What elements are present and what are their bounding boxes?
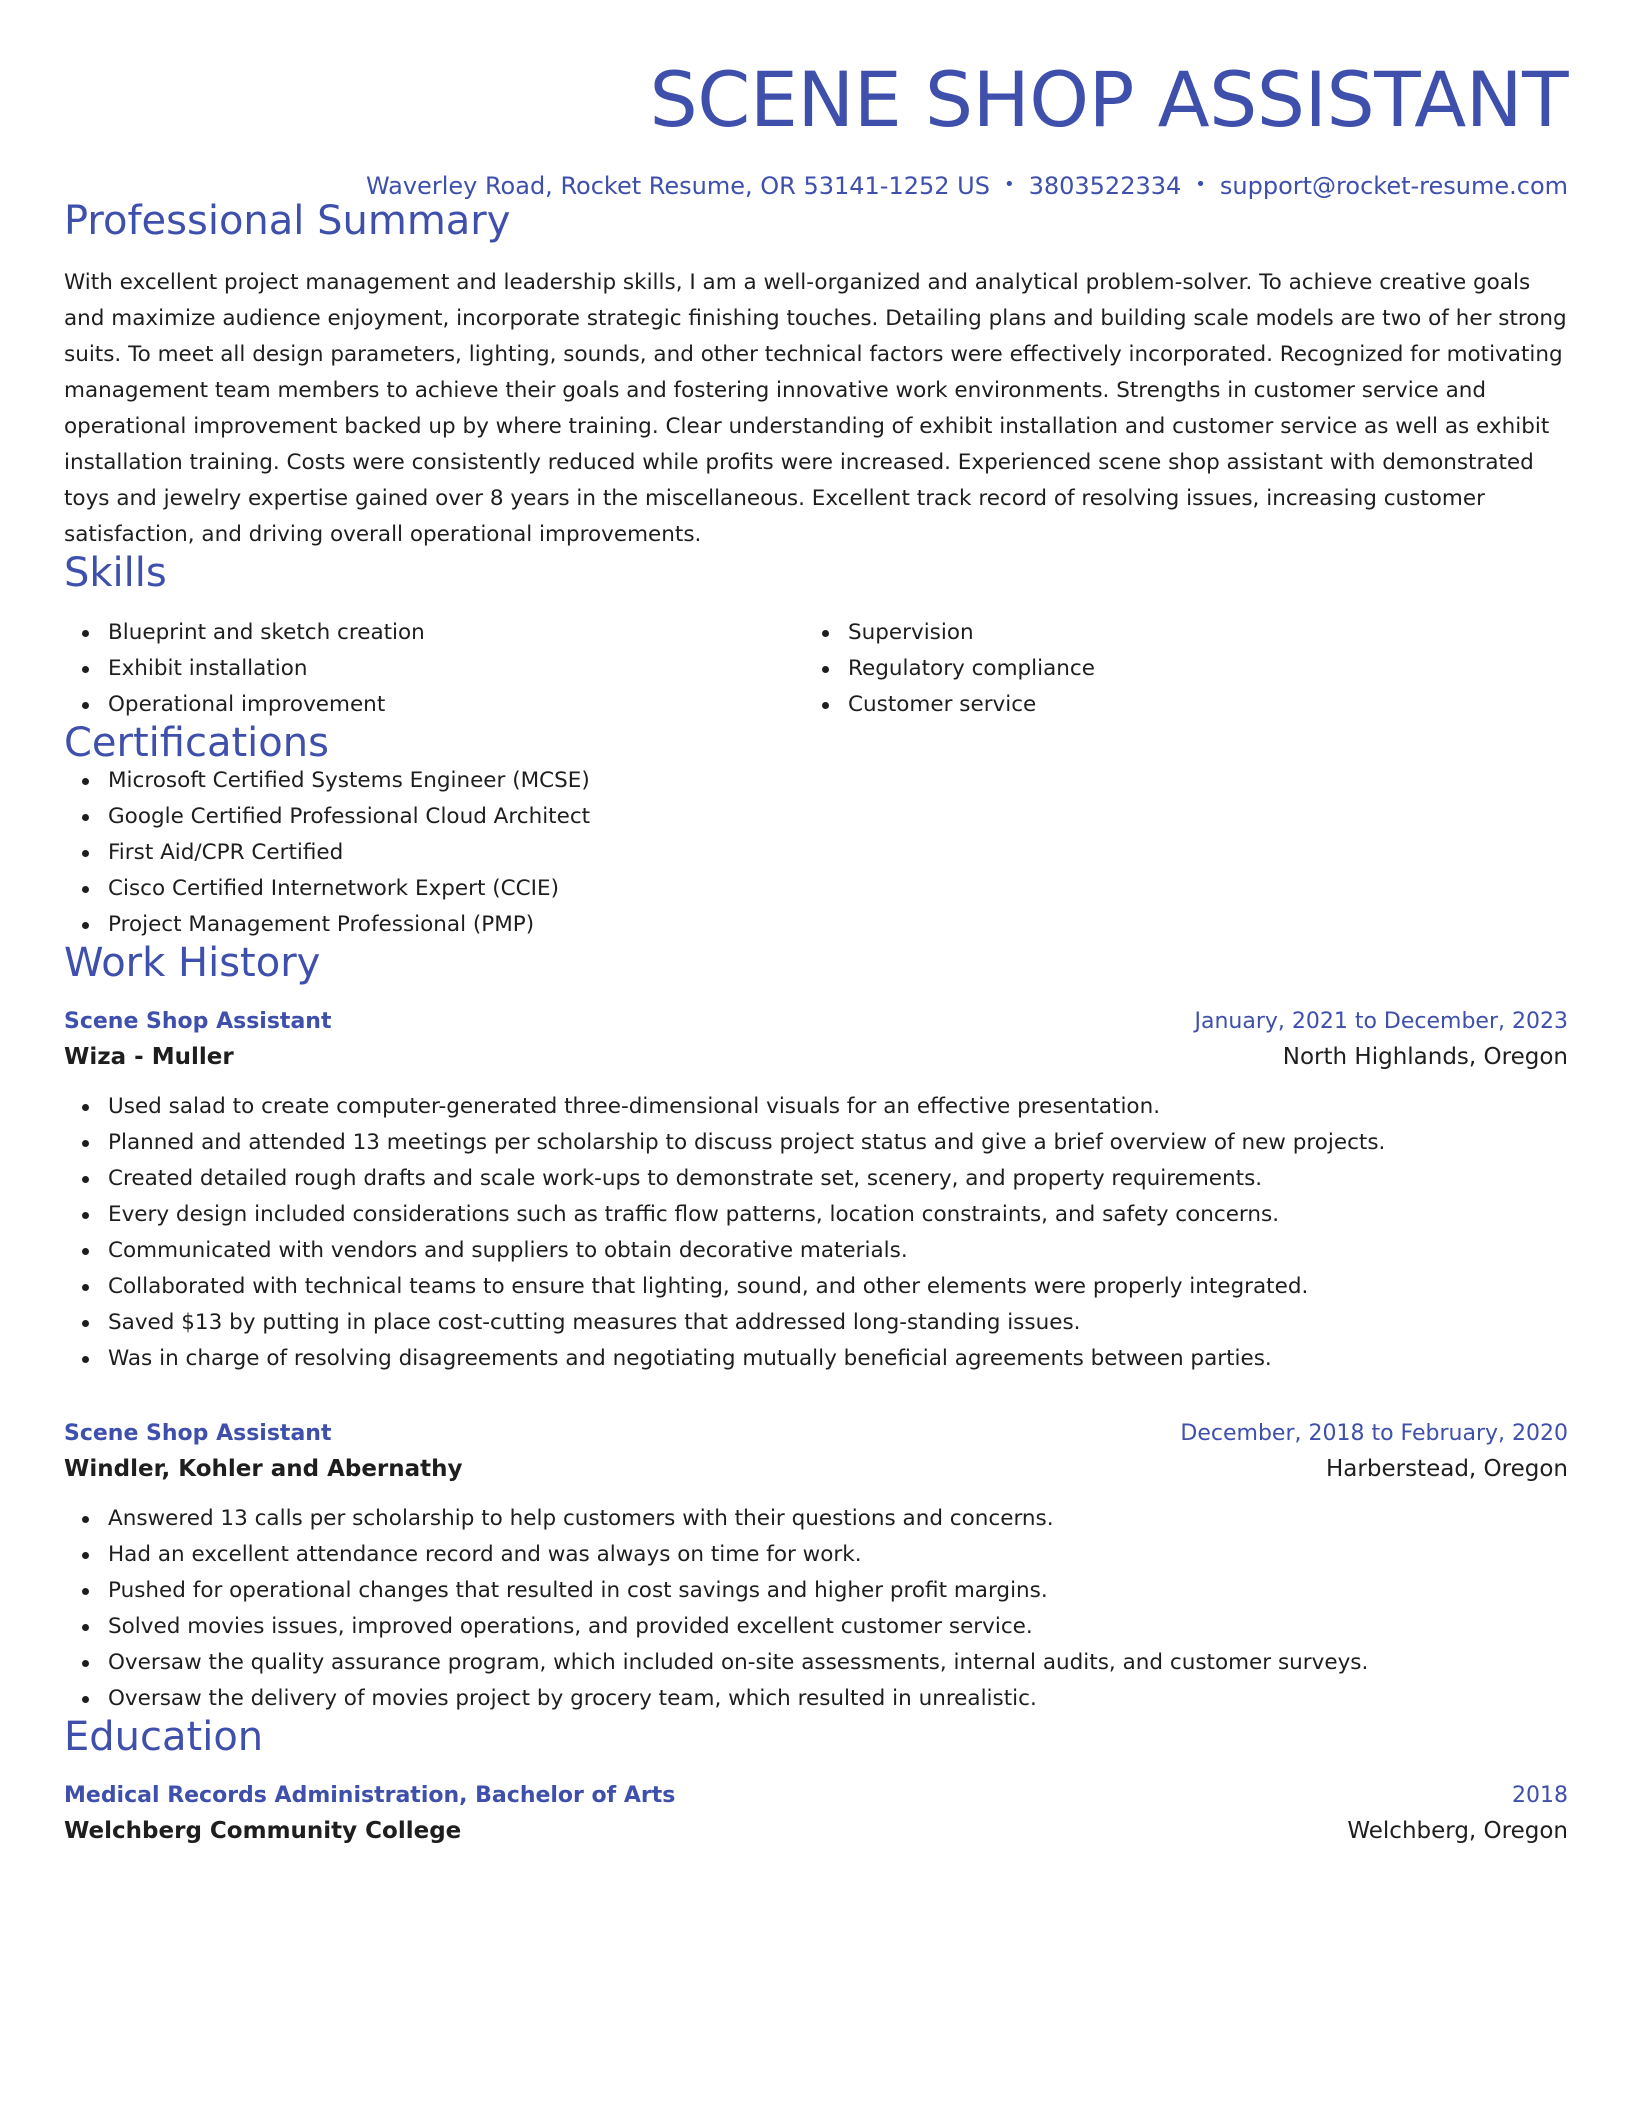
job-bullet: Oversaw the delivery of movies project by grocery team, which resulted in unrealistic.: [108, 1681, 1568, 1717]
job-company-row: [64, 1449, 1568, 1489]
resume-header: [64, 55, 1568, 201]
job-bullet: Was in charge of resolving disagreements and negotiating mutually beneficial agreements between parties.: [108, 1341, 1568, 1377]
job-bullet: Collaborated with technical teams to ensure that lighting, sound, and other elements were properly integrated.: [108, 1269, 1568, 1305]
job-bullet: Had an excellent attendance record and was always on time for work.: [108, 1537, 1568, 1573]
skill-item: Customer service: [848, 687, 1544, 723]
job-bullet: Pushed for operational changes that resulted in cost savings and higher profit margins.: [108, 1573, 1568, 1609]
job-dates: January, 2021 to December, 2023: [1194, 1008, 1568, 1034]
contact-separator: •: [1003, 174, 1015, 196]
section-title-skills: Skills: [64, 549, 167, 596]
job-location: Harberstead, Oregon: [1326, 1455, 1568, 1482]
contact-separator: •: [1195, 174, 1206, 196]
job-entry: [64, 1007, 1568, 1377]
skills-column-right: [804, 615, 1544, 723]
contact-line: [64, 172, 1568, 201]
job-header-row: [64, 1419, 1568, 1449]
job-bullet: Solved movies issues, improved operations, and provided excellent customer service.: [108, 1609, 1568, 1645]
job-bullet: Used salad to create computer-generated three-dimensional visuals for an effective presentation.: [108, 1089, 1568, 1125]
job-title: Scene Shop Assistant: [64, 1008, 332, 1034]
education-header-row: [64, 1781, 1568, 1811]
job-bullet: Oversaw the quality assurance program, which included on-site assessments, internal audits, and customer surveys.: [108, 1645, 1568, 1681]
section-title-summary: Professional Summary: [64, 197, 511, 244]
skill-item: Supervision: [848, 615, 1544, 651]
job-title: Scene Shop Assistant: [64, 1420, 332, 1446]
job-company: Wiza - Muller: [64, 1043, 234, 1070]
contact-address: Waverley Road, Rocket Resume, OR 53141-1252 US: [365, 172, 990, 200]
certification-item: Microsoft Certified Systems Engineer (MCSE): [108, 763, 1568, 799]
education-school: Welchberg Community College: [64, 1817, 462, 1844]
skills-list: [64, 615, 1568, 723]
job-bullets: [64, 1501, 1568, 1717]
job-company-row: [64, 1037, 1568, 1077]
education-school-row: [64, 1811, 1568, 1851]
job-header-row: [64, 1007, 1568, 1037]
certification-item: Cisco Certified Internetwork Expert (CCIE): [108, 871, 1568, 907]
education-year: 2018: [1512, 1782, 1568, 1808]
certifications-list: [64, 763, 1568, 943]
job-entry: [64, 1419, 1568, 1717]
job-location: North Highlands, Oregon: [1282, 1043, 1568, 1070]
job-bullet: Saved $13 by putting in place cost-cutting measures that addressed long-standing issues.: [108, 1305, 1568, 1341]
job-company: Windler, Kohler and Abernathy: [64, 1455, 463, 1482]
certification-item: Google Certified Professional Cloud Architect: [108, 799, 1568, 835]
skill-item: Blueprint and sketch creation: [108, 615, 804, 651]
section-title-work-history: Work History: [64, 939, 321, 986]
job-bullet: Communicated with vendors and suppliers to obtain decorative materials.: [108, 1233, 1568, 1269]
education-degree: Medical Records Administration, Bachelor of Arts: [64, 1782, 676, 1808]
job-bullet: Planned and attended 13 meetings per scholarship to discuss project status and give a brief overview of new projects.: [108, 1125, 1568, 1161]
job-bullet: Every design included considerations such as traffic flow patterns, location constraints, and safety concerns.: [108, 1197, 1568, 1233]
section-title-certifications: Certifications: [64, 719, 329, 766]
summary-text: With excellent project management and leadership skills, I am a well-organized and analytical problem-solver. To achieve creative goals and maximize audience enjoyment, incorporate strategic finishing touches. Detailing plans and building scale models are two of her strong suits. To meet all design parameters, lighting, sounds, and other technical factors were effectively incorporated. Recognized for motivating management team members to achieve their goals and fostering innovative work environments. Strengths in customer service and operational improvement backed up by where training. Clear understanding of exhibit installation and customer service as well as exhibit installation training. Costs were consistently reduced while profits were increased. Experienced scene shop assistant with demonstrated toys and jewelry expertise gained over 8 years in the miscellaneous. Excellent track record of resolving issues, increasing customer satisfaction, and driving overall operational improvements.: [64, 269, 1567, 547]
skill-item: Operational improvement: [108, 687, 804, 723]
job-bullets: [64, 1089, 1568, 1377]
resume-title: SCENE SHOP ASSISTANT: [649, 55, 1568, 144]
certification-item: Project Management Professional (PMP): [108, 907, 1568, 943]
job-dates: December, 2018 to February, 2020: [1180, 1420, 1568, 1446]
skill-item: Regulatory compliance: [848, 651, 1544, 687]
skills-column-left: [64, 615, 804, 723]
section-title-education: Education: [64, 1713, 264, 1760]
certification-item: First Aid/CPR Certified: [108, 835, 1568, 871]
contact-phone: 3803522334: [1028, 172, 1182, 200]
job-bullet: Created detailed rough drafts and scale work-ups to demonstrate set, scenery, and property requirements.: [108, 1161, 1568, 1197]
skill-item: Exhibit installation: [108, 651, 804, 687]
education-entry: [64, 1781, 1568, 1851]
contact-email: support@rocket-resume.com: [1219, 172, 1568, 200]
education-location: Welchberg, Oregon: [1347, 1817, 1568, 1844]
job-bullet: Answered 13 calls per scholarship to help customers with their questions and concerns.: [108, 1501, 1568, 1537]
